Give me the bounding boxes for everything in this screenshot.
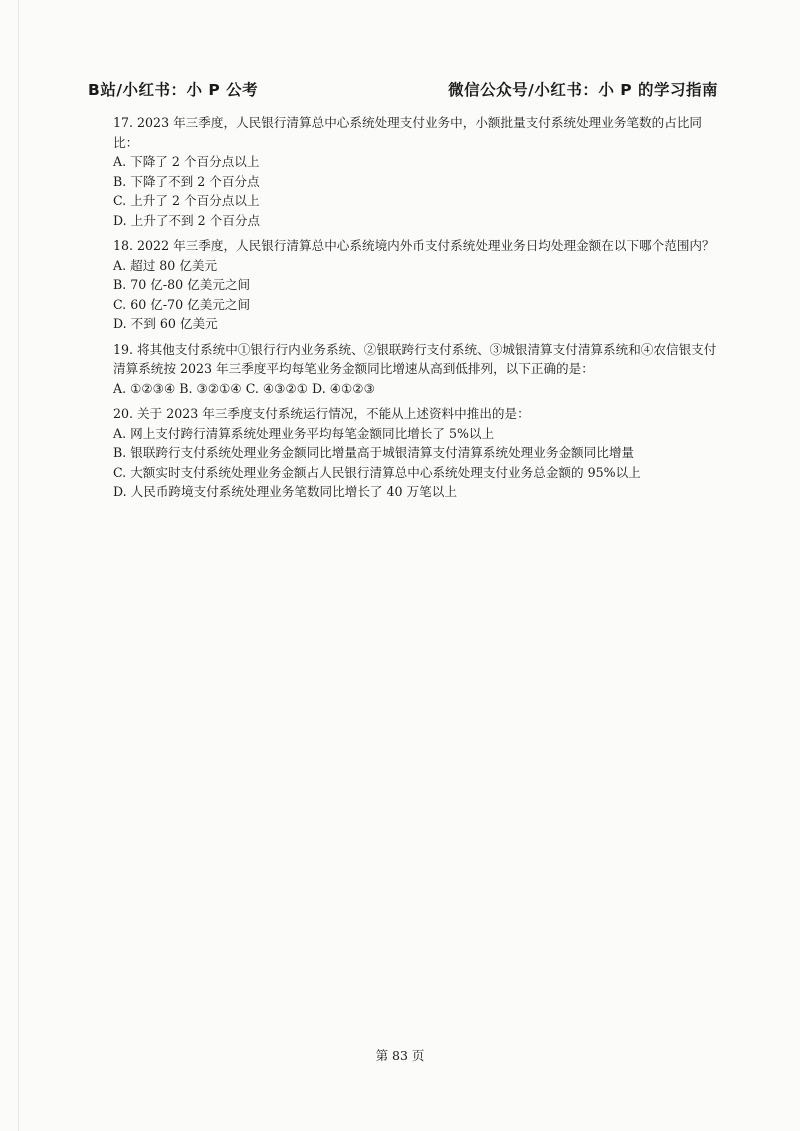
option-c: C. 大额实时支付系统处理业务金额占人民银行清算总中心系统处理支付业务总金额的 95%以上 — [113, 464, 641, 480]
question-20 — [113, 404, 718, 502]
option-b: B. 70 亿-80 亿美元之间 — [113, 277, 251, 292]
question-19 — [113, 340, 718, 399]
question-list — [113, 113, 718, 508]
question-stem: 20. 关于 2023 年三季度支付系统运行情况，不能从上述资料中推出的是： — [113, 406, 530, 421]
option-d: D. 人民币跨境支付系统处理业务笔数同比增长了 40 万笔以上 — [113, 484, 457, 499]
scan-edge — [18, 0, 19, 1131]
option-d: D. 不到 60 亿美元 — [113, 316, 218, 331]
option-list — [113, 424, 718, 502]
option-a: A. 超过 80 亿美元 — [113, 257, 218, 273]
question-stem: 18. 2022 年三季度，人民银行清算总中心系统境内外币支付系统处理业务日均处理金额在以下哪个范围内？ — [113, 238, 715, 253]
question-17 — [113, 113, 718, 230]
option-c: C. 上升了 2 个百分点以上 — [113, 193, 260, 208]
option-a: A. 下降了 2 个百分点以上 — [113, 154, 260, 169]
header-left: B站/小红书：小 P 公考 — [88, 81, 259, 99]
question-18 — [113, 236, 718, 334]
option-list — [113, 256, 718, 334]
option-b: B. 下降了不到 2 个百分点 — [113, 173, 260, 189]
option-b: B. 银联跨行支付系统处理业务金额同比增量高于城银清算支付清算系统处理业务金额同比增量 — [113, 445, 635, 460]
option-a: A. 网上支付跨行清算系统处理业务平均每笔金额同比增长了 5%以上 — [113, 425, 495, 441]
option-c: C. 60 亿-70 亿美元之间 — [113, 296, 251, 312]
page-header — [88, 78, 718, 100]
option-list — [113, 152, 718, 230]
header-right: 微信公众号/小红书：小 P 的学习指南 — [448, 81, 718, 99]
question-stem: 17. 2023 年三季度，人民银行清算总中心系统处理支付业务中，小额批量支付系统处理业务笔数的占比同比： — [113, 115, 703, 150]
page-number: 第 83 页 — [375, 1048, 425, 1063]
question-stem: 19. 将其他支付系统中①银行行内业务系统、②银联跨行支付系统、③城银清算支付清算系统和④农信银支付清算系统按 2023 年三季度平均每笔业务金额同比增速从高到低排列，以下正确的是： — [113, 341, 717, 376]
option-d: D. 上升了不到 2 个百分点 — [113, 212, 261, 228]
option-line: A. ①②③④ B. ③②①④ C. ④③②① D. ④①②③ — [113, 380, 375, 396]
